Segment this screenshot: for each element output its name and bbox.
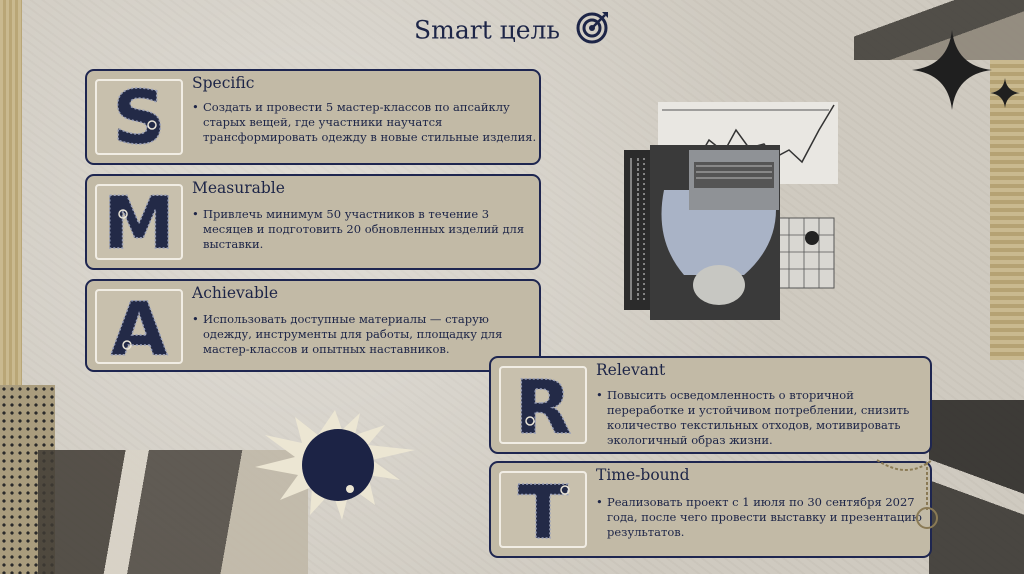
letter-patch-t — [499, 471, 587, 548]
smart-card-specific — [85, 69, 541, 165]
card-text-content: Реализовать проект с 1 июля по 30 сентября 2027 года, после чего провести выставку и презентацию результатов. — [607, 495, 922, 539]
letter-r-icon — [508, 371, 578, 439]
smart-card-measurable — [85, 174, 541, 270]
svg-text:T: T — [517, 475, 569, 544]
bullet: • — [596, 388, 603, 402]
necklace-icon — [872, 450, 942, 540]
letter-a-icon — [101, 293, 177, 361]
svg-text:M: M — [103, 188, 175, 256]
card-heading: Achievable — [192, 284, 279, 302]
letter-patch-r — [499, 366, 587, 444]
splat-icon — [250, 405, 420, 525]
laptop-person-image — [624, 100, 840, 320]
card-text — [596, 388, 932, 448]
smart-card-relevant — [489, 356, 932, 454]
smart-card-achievable — [85, 279, 541, 372]
card-text-content: Создать и провести 5 мастер-классов по апсайклу старых вещей, где участники научатся трансформировать одежду в новые стильные изделия. — [203, 100, 537, 144]
bullet: • — [596, 495, 603, 509]
card-heading: Time-bound — [596, 466, 690, 484]
card-text — [192, 100, 538, 145]
card-text-content: Использовать доступные материалы — старую одежду, инструменты для работы, площадку для мастер-классов и опытных наставников. — [203, 312, 503, 356]
bullet: • — [192, 312, 199, 326]
card-heading: Specific — [192, 74, 255, 92]
letter-t-icon — [505, 476, 581, 544]
page-title — [0, 10, 1024, 50]
background-collage-bottom-right — [929, 400, 1024, 574]
smart-card-time-bound — [489, 461, 932, 558]
letter-patch-m — [95, 184, 183, 260]
card-heading: Relevant — [596, 361, 666, 379]
target-icon — [576, 10, 610, 50]
letter-s-icon — [104, 83, 174, 151]
sparkle-star-icon — [990, 78, 1020, 108]
card-heading: Measurable — [192, 179, 285, 197]
sparkle-star-icon — [912, 30, 992, 110]
bullet: • — [192, 100, 199, 114]
letter-patch-s — [95, 79, 183, 155]
title-text: Smart цель — [414, 15, 561, 45]
svg-text:R: R — [514, 371, 572, 439]
letter-m-icon — [101, 188, 177, 256]
bullet: • — [192, 207, 199, 221]
svg-text:S: S — [112, 83, 166, 151]
letter-patch-a — [95, 289, 183, 364]
card-text-content: Повысить осведомленность о вторичной переработке и устойчивом потреблении, снизить количество текстильных отходов, мотивировать экологичный образ жизни. — [607, 388, 910, 447]
card-text — [192, 207, 538, 252]
card-text — [192, 312, 538, 357]
svg-text:A: A — [110, 292, 168, 361]
card-text-content: Привлечь минимум 50 участников в течение 3 месяцев и подготовить 20 обновленных изделий для выставки. — [203, 207, 525, 251]
